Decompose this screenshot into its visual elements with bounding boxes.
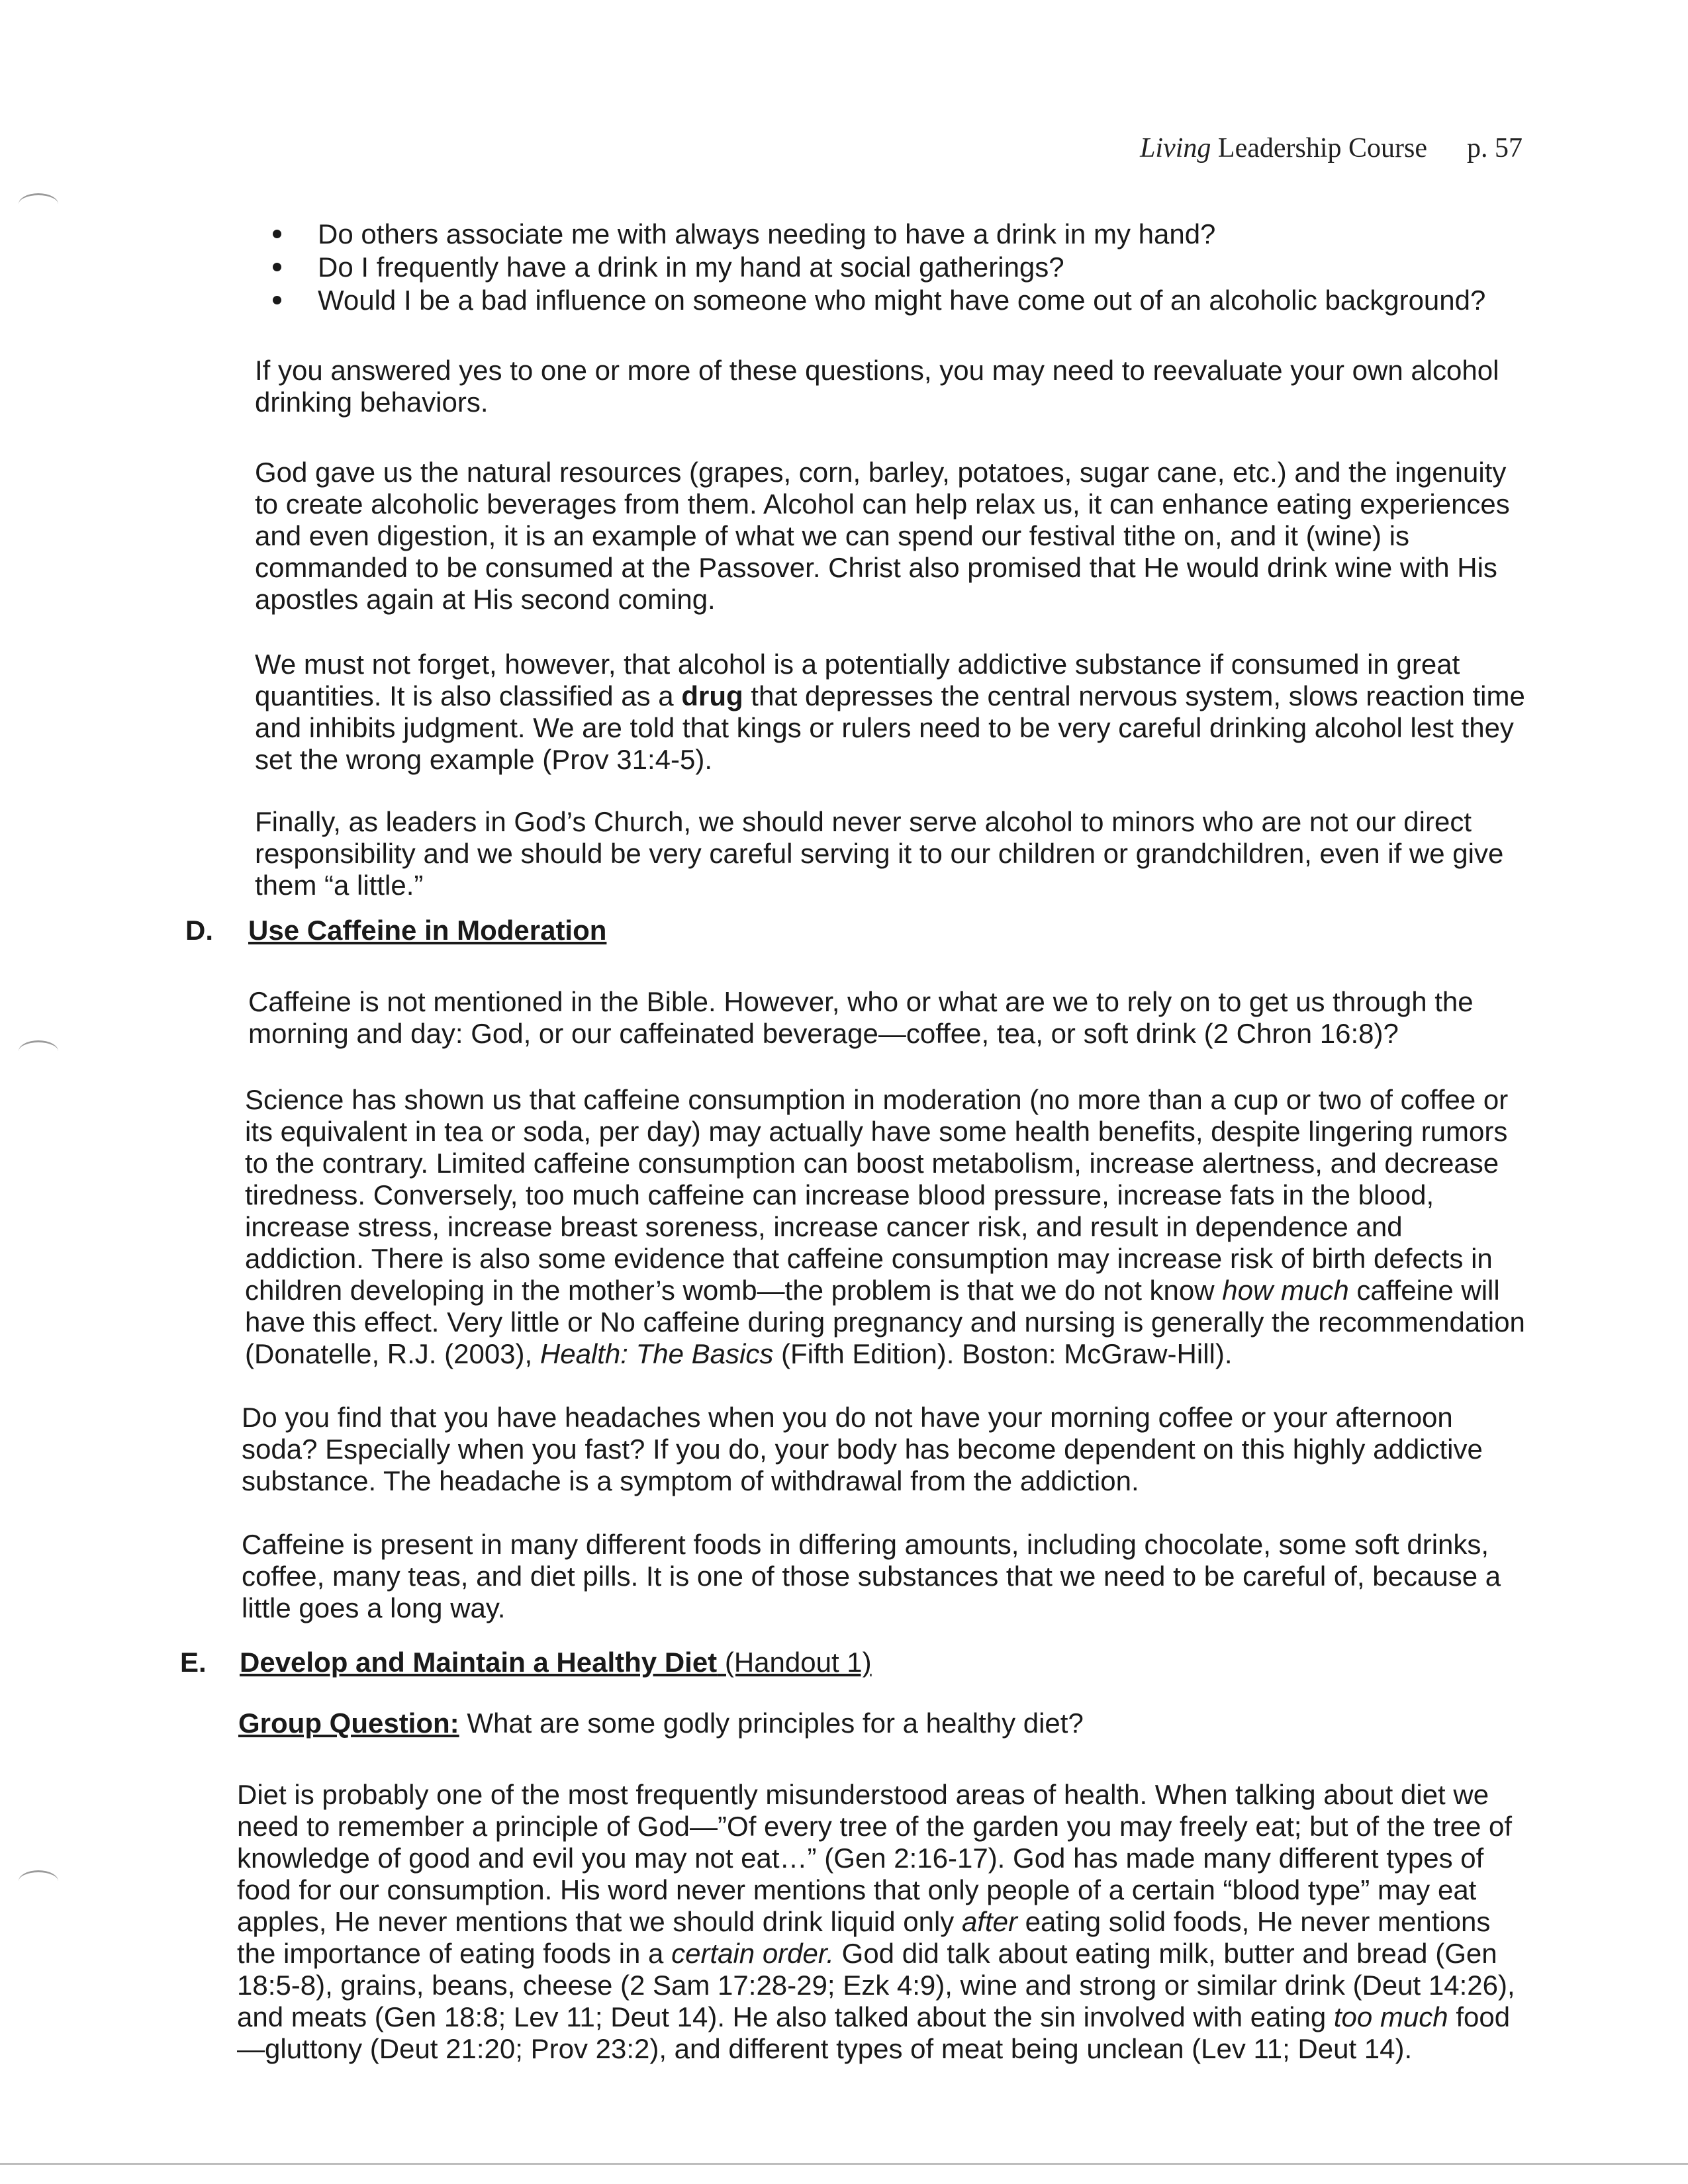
citation-title: Health: The Basics — [539, 1338, 774, 1369]
paragraph: Diet is probably one of the most frequently misunderstood areas of health. When talking about diet we need to remember a principle of God—”Of every tree of the garden you may freely eat; but of the tree of knowledge of good and evil you may not eat…” (Gen 2:16-17). God has made many different types of food for our consumption. His word never mentions that only people of a certain “blood type” may eat apples, He never mentions that we should drink liquid only after eating solid foods, He never mentions the importance of eating foods in a certain order. God did talk about eating milk, butter and bread (Gen 18:5-8), grains, beans, cheese (2 Sam 17:28-29; Ezk 4:9), wine and strong or similar drink (Deut 14:26), and meats (Gen 18:8; Lev 11; Deut 14). He also talked about the sin involved with eating too much food—gluttony (Deut 21:20; Prov 23:2), and different types of meat being unclean (Lev 11; Deut 14). — [237, 1779, 1515, 2064]
punch-hole-mark — [19, 1870, 58, 1892]
list-item: Would I be a bad influence on someone who might have come out of an alcoholic background? — [265, 285, 1556, 316]
page-number: p. 57 — [1467, 133, 1523, 163]
paragraph: Caffeine is not mentioned in the Bible. However, who or what are we to rely on to get us through the morning and day: God, or our caffeinated beverage—coffee, tea, or soft drink (2 Chron 16:8)? — [248, 986, 1474, 1049]
running-header — [1140, 132, 1523, 164]
paragraph: Science has shown us that caffeine consumption in moderation (no more than a cup or two of coffee or its equivalent in tea or soda, per day) may actually have some health benefits, despite lingering rumors to the contrary. Limited caffeine consumption can boost metabolism, increase alertness, and decrease tiredness. Conversely, too much caffeine can increase blood pressure, increase fats in the blood, increase stress, increase breast soreness, increase cancer risk, and result in dependence and addiction. There is also some evidence that caffeine consumption may increase risk of birth defects in children developing in the mother’s womb—the problem is that we do not know how much caffeine will have this effect. Very little or No caffeine during pregnancy and nursing is generally the recommendation (Donatelle, R.J. (2003), Health: The Basics (Fifth Edition). Boston: McGraw-Hill). — [245, 1084, 1525, 1369]
punch-hole-mark — [19, 193, 58, 215]
paragraph: Do you find that you have headaches when you do not have your morning coffee or your afternoon soda? Especially when you fast? If you do, your body has become dependent on this highly addictive substance. The headache is a symptom of withdrawal from the addiction. — [242, 1402, 1483, 1496]
emphasis-italic: how much — [1222, 1275, 1349, 1306]
group-question: Group Question: What are some godly principles for a healthy diet? — [238, 1707, 1084, 1739]
emphasis-bold: drug — [681, 680, 743, 711]
section-letter: E. — [180, 1647, 207, 1678]
course-title-italic: Living — [1140, 133, 1211, 163]
emphasis-italic: certain order. — [671, 1938, 834, 1969]
group-question-label: Group Question: — [238, 1707, 459, 1739]
section-heading: Use Caffeine in Moderation — [248, 915, 607, 946]
paragraph: Finally, as leaders in God’s Church, we should never serve alcohol to minors who are not our direct responsibility and we should be very careful serving it to our children or grandchildren, even if we give them “a little.” — [255, 806, 1504, 901]
scan-edge-line — [0, 2163, 1688, 2165]
punch-hole-mark — [19, 1040, 58, 1062]
emphasis-italic: after — [961, 1906, 1017, 1937]
paragraph: God gave us the natural resources (grapes, corn, barley, potatoes, sugar cane, etc.) and the ingenuity to create alcoholic beverages from them. Alcohol can help relax us, it can enhance eating experiences and even digestion, it is an example of what we can spend our festival tithe on, and it (wine) is commanded to be consumed at the Passover. Christ also promised that He would drink wine with His apostles again at His second coming. — [255, 457, 1510, 615]
emphasis-italic: too much — [1333, 2001, 1448, 2032]
course-title: Leadership Course — [1211, 133, 1427, 163]
paragraph: Caffeine is present in many different foods in differing amounts, including chocolate, some soft drinks, coffee, many teas, and diet pills. It is one of those substances that we need to be careful of, because a little goes a long way. — [242, 1529, 1501, 1623]
list-item: Do I frequently have a drink in my hand at social gatherings? — [265, 251, 1556, 283]
section-letter: D. — [185, 915, 213, 946]
paragraph: We must not forget, however, that alcohol is a potentially addictive substance if consumed in great quantities. It is also classified as a drug that depresses the central nervous system, slows reaction time and inhibits judgment. We are told that kings or rulers need to be very careful drinking alcohol lest they set the wrong example (Prov 31:4-5). — [255, 649, 1525, 775]
paragraph: If you answered yes to one or more of these questions, you may need to reevaluate your own alcohol drinking behaviors. — [255, 355, 1499, 418]
question-list — [265, 218, 1556, 318]
list-item: Do others associate me with always needing to have a drink in my hand? — [265, 218, 1556, 250]
section-heading: Develop and Maintain a Healthy Diet (Handout 1) — [240, 1647, 872, 1678]
handout-reference: (Handout 1) — [717, 1647, 872, 1678]
